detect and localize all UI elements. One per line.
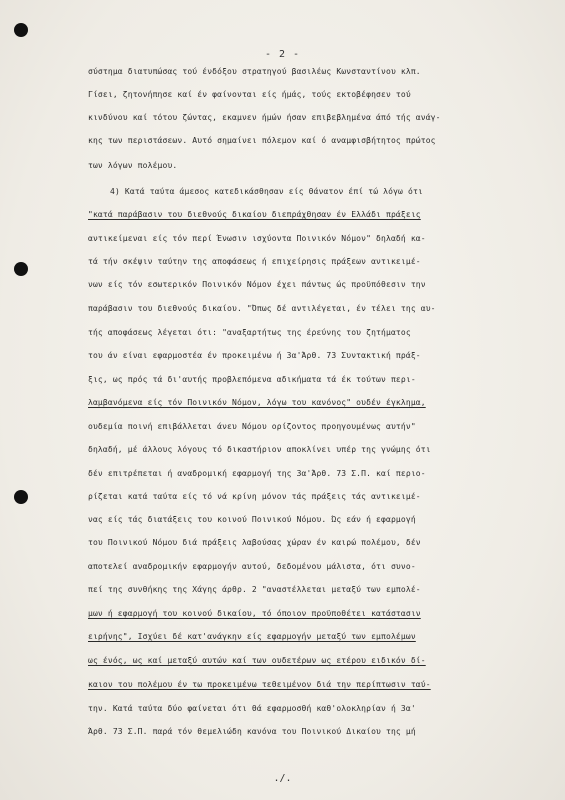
- text-line: πεί της συνθήκης της Χάγης άρθρ. 2 "αναστέλλεται μεταξύ των εμπολέ-: [88, 585, 421, 594]
- continuation-mark: ./.: [273, 773, 292, 784]
- text-line: ειρήνης", Ισχύει δέ κατ'ανάγκην είς εφαρμογήν μεταξύ των εμπολέμων: [88, 632, 416, 641]
- text-line: "κατά παράβασιν του διεθνούς δικαίου διεπράχθησαν έν Ελλάδι πράξεις: [88, 210, 421, 219]
- text-line: του Ποινικού Νόμου διά πράξεις λαβούσας χώραν έν καιρώ πολέμου, δέν: [88, 538, 421, 547]
- text-line: αντικείμεναι είς τόν περί Ένωσιν ισχύοντα Ποινικόν Νόμον" δηλαδή κα-: [88, 234, 426, 243]
- text-line: παράβασιν του διεθνούς δικαίου. "Όπως δέ αντιλέγεται, έν τέλει της αυ-: [88, 304, 436, 313]
- text-line: ουδεμία ποινή επιβάλλεται άνευ Νόμου ορίζοντος προηγουμένως αυτήν": [88, 422, 416, 431]
- text-line: δηλαδή, μέ άλλους λόγους τό δικαστήριον αποκλίνει υπέρ της γνώμης ότι: [88, 445, 431, 454]
- text-line: νας είς τάς διατάξεις του κοινού Ποινικού Νόμου. Ώς εάν ή εφαρμογή: [88, 515, 416, 524]
- punch-hole-bottom: [14, 490, 28, 504]
- text-line: ως ένός, ως καί μεταξύ αυτών καί των ουδετέρων ως ετέρου ειδικόν δί-: [88, 656, 426, 665]
- text-line: του άν είναι εφαρμοστέα έν προκειμένω ή 3α'Άρθ. 73 Συντακτική πράξ-: [88, 351, 421, 360]
- text-line: κινδύνου καί τότου ζώντας, εκαμνεν ήμών ήσαν επιβεβλημένα άπό τής ανάγ-: [88, 113, 441, 122]
- text-line: των λόγων πολέμου.: [88, 161, 178, 170]
- text-line: ρίζεται κατά ταύτα είς τό νά κρίνη μόνον τάς πράξεις τάς αντικειμέ-: [88, 492, 421, 501]
- text-line: λαμβανόμενα είς τόν Ποινικόν Νόμον, λόγω του κανόνος" ουδέν έγκλημα,: [88, 398, 426, 407]
- text-line: την. Κατά ταύτα δύο φαίνεται ότι θά εφαρμοσθή καθ'ολοκληρίαν ή 3α': [88, 704, 416, 713]
- text-line: 4) Κατά ταύτα άμεσος κατεδικάσθησαν είς θάνατον έπί τώ λόγω ότι: [110, 187, 423, 196]
- text-line: αποτελεί αναδρομικήν εφαρμογήν αυτού, δεδομένου μάλιστα, ότι συνο-: [88, 562, 416, 571]
- text-line: ξις, ως πρός τά δι'αυτής προβλεπόμενα αδικήματα τά έκ τούτων περι-: [88, 375, 416, 384]
- text-line: δέν επιτρέπεται ή αναδρομική εφαρμογή της 3α'Άρθ. 73 Σ.Π. καί περιο-: [88, 469, 426, 478]
- text-line: κης των περιστάσεων. Αυτό σημαίνει πόλεμον καί ό αναμφισβήτητος πρώτος: [88, 136, 436, 145]
- punch-hole-middle: [14, 262, 28, 276]
- text-line: μων ή εφαρμογή του κοινού δικαίου, τό όποιον προϋποθέτει κατάστασιν: [88, 609, 421, 618]
- page-number: - 2 -: [264, 49, 301, 60]
- punch-hole-top: [14, 23, 28, 37]
- text-line: Γίσει, ζητονήπησε καί έν φαίνονται είς ήμάς, τούς εκτοβέφησεν τού: [88, 90, 411, 99]
- text-line: τής αποφάσεως λέγεται ότι: "αναξαρτήτως της έρεύνης του ζητήματος: [88, 328, 411, 337]
- text-line: καιον του πολέμου έν τω προκειμένω τεθειμένον διά την περίπτωσιν ταύ-: [88, 680, 431, 689]
- text-line: Άρθ. 73 Σ.Π. παρά τόν θεμελιώδη κανόνα του Ποινικού Δικαίου της μή: [88, 727, 416, 736]
- text-line: σύστημα διατυπώσας τού ένδόξου στρατηγού βασιλέως Κωνσταντίνου κλπ.: [88, 67, 421, 76]
- text-line: νων είς τόν εσωτερικόν Ποινικόν Νόμον έχει πάντως ώς προϋπόθεσιν την: [88, 280, 426, 289]
- text-line: τά τήν σκέψιν ταύτην της αποφάσεως ή επιχείρησις πράξεων αντικειμέ-: [88, 257, 421, 266]
